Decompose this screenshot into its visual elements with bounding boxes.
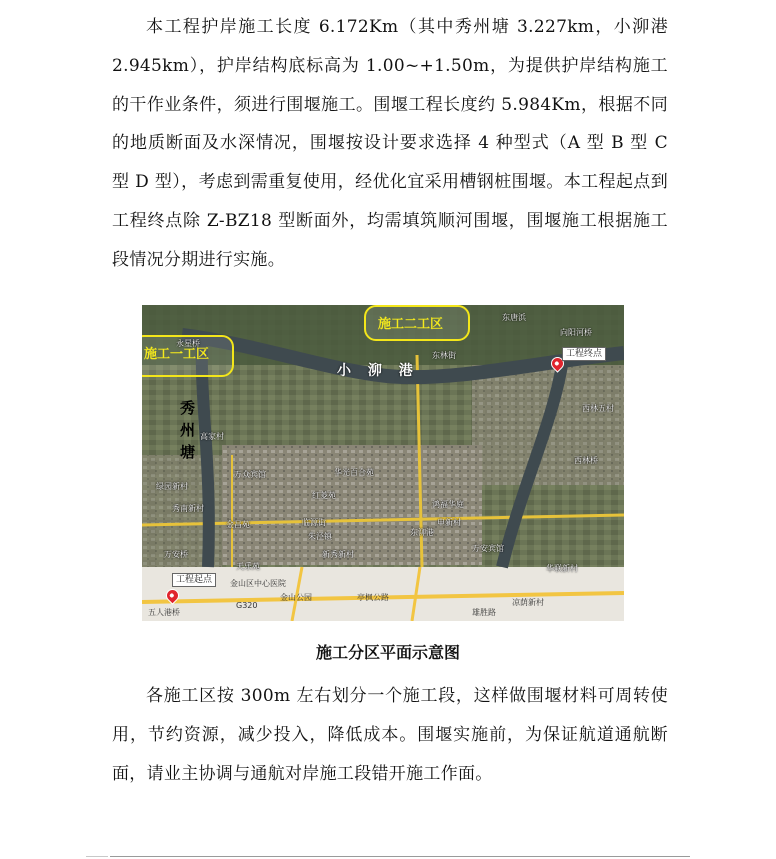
paragraph-construction-overview: 本工程护岸施工长度 6.172Km（其中秀州塘 3.227km，小泖港 2.945km），护岸结构底标高为 1.00~+1.50m，为提供护岸结构施工的干作业条件，须进行围堰施工。围堰工程长度约 5.984Km，根据不同的地质断面及水深情况，围堰按设计要求选择 4 种型式（A 型 B 型 C 型 D 型），考虑到需重复使用，经优化宜采用槽钢桩围堰。本工程起点到工程终点除 Z-BZ18 型断面外，均需填筑顺河围堰，围堰施工根据施工段情况分期进行实施。 bbox=[112, 17, 668, 270]
page-footer-rule bbox=[110, 856, 690, 857]
place-label: 东林街 bbox=[432, 351, 456, 360]
place-label: 申新村 bbox=[437, 518, 461, 527]
place-label: 永星桥 bbox=[176, 339, 200, 348]
place-label: 临源街 bbox=[302, 518, 326, 527]
paragraph-construction-sections: 各施工区按 300m 左右划分一个施工段，这样做围堰材料可周转使用，节约资源，减少投入，降低成本。围堰实施前，为保证航道通航断面，请业主协调与通航对岸施工段错开施工作面。 bbox=[112, 686, 668, 784]
place-label: 西林五村 bbox=[582, 404, 614, 413]
place-label: 亭枫公路 bbox=[357, 593, 389, 602]
place-label: 西林桥 bbox=[574, 456, 598, 465]
place-label: 红菱苑 bbox=[312, 491, 336, 500]
place-label: 万安宾馆 bbox=[472, 544, 504, 553]
river-xiuzhoutang-label: 秀州塘 bbox=[180, 399, 196, 461]
page-footer-rule-left bbox=[86, 856, 108, 857]
zone1-label: 施工一工区 bbox=[144, 347, 210, 362]
place-label: 向阳河桥 bbox=[560, 328, 592, 337]
place-label: 金山区中心医院 bbox=[230, 579, 286, 588]
place-label: 金山公园 bbox=[280, 593, 312, 602]
place-label: 新秀新村 bbox=[322, 550, 354, 559]
start-point-label: 工程起点 bbox=[172, 573, 216, 587]
place-label: 鸿福华庭 bbox=[432, 500, 464, 509]
place-label: 五人港桥 bbox=[148, 608, 180, 617]
place-label: 东泖港 bbox=[410, 528, 434, 537]
place-label: 高家村 bbox=[200, 432, 224, 441]
end-point-label: 工程终点 bbox=[562, 347, 606, 361]
place-label: G320 bbox=[236, 601, 258, 610]
place-label: 凉荫新村 bbox=[512, 598, 544, 607]
river-xiaomaogang-label: 小 泖 港 bbox=[337, 363, 419, 379]
place-label: 雄胜路 bbox=[472, 608, 496, 617]
place-label: 绿园新村 bbox=[156, 482, 188, 491]
place-label: 东唐浜 bbox=[502, 313, 526, 322]
place-label: 万安桥 bbox=[164, 550, 188, 559]
construction-zone-map bbox=[142, 305, 624, 621]
place-label: 华联新村 bbox=[546, 564, 578, 573]
place-label: 秀南新村 bbox=[172, 504, 204, 513]
place-label: 万众宾馆 bbox=[234, 470, 266, 479]
place-label: 华光百合苑 bbox=[334, 468, 374, 477]
place-label: 朱泾镇 bbox=[308, 532, 332, 541]
zone2-label: 施工二工区 bbox=[378, 317, 444, 332]
figure-caption: 施工分区平面示意图 bbox=[315, 643, 460, 662]
place-label: 天乐苑 bbox=[236, 562, 260, 571]
place-label: 金昌苑 bbox=[226, 520, 250, 529]
